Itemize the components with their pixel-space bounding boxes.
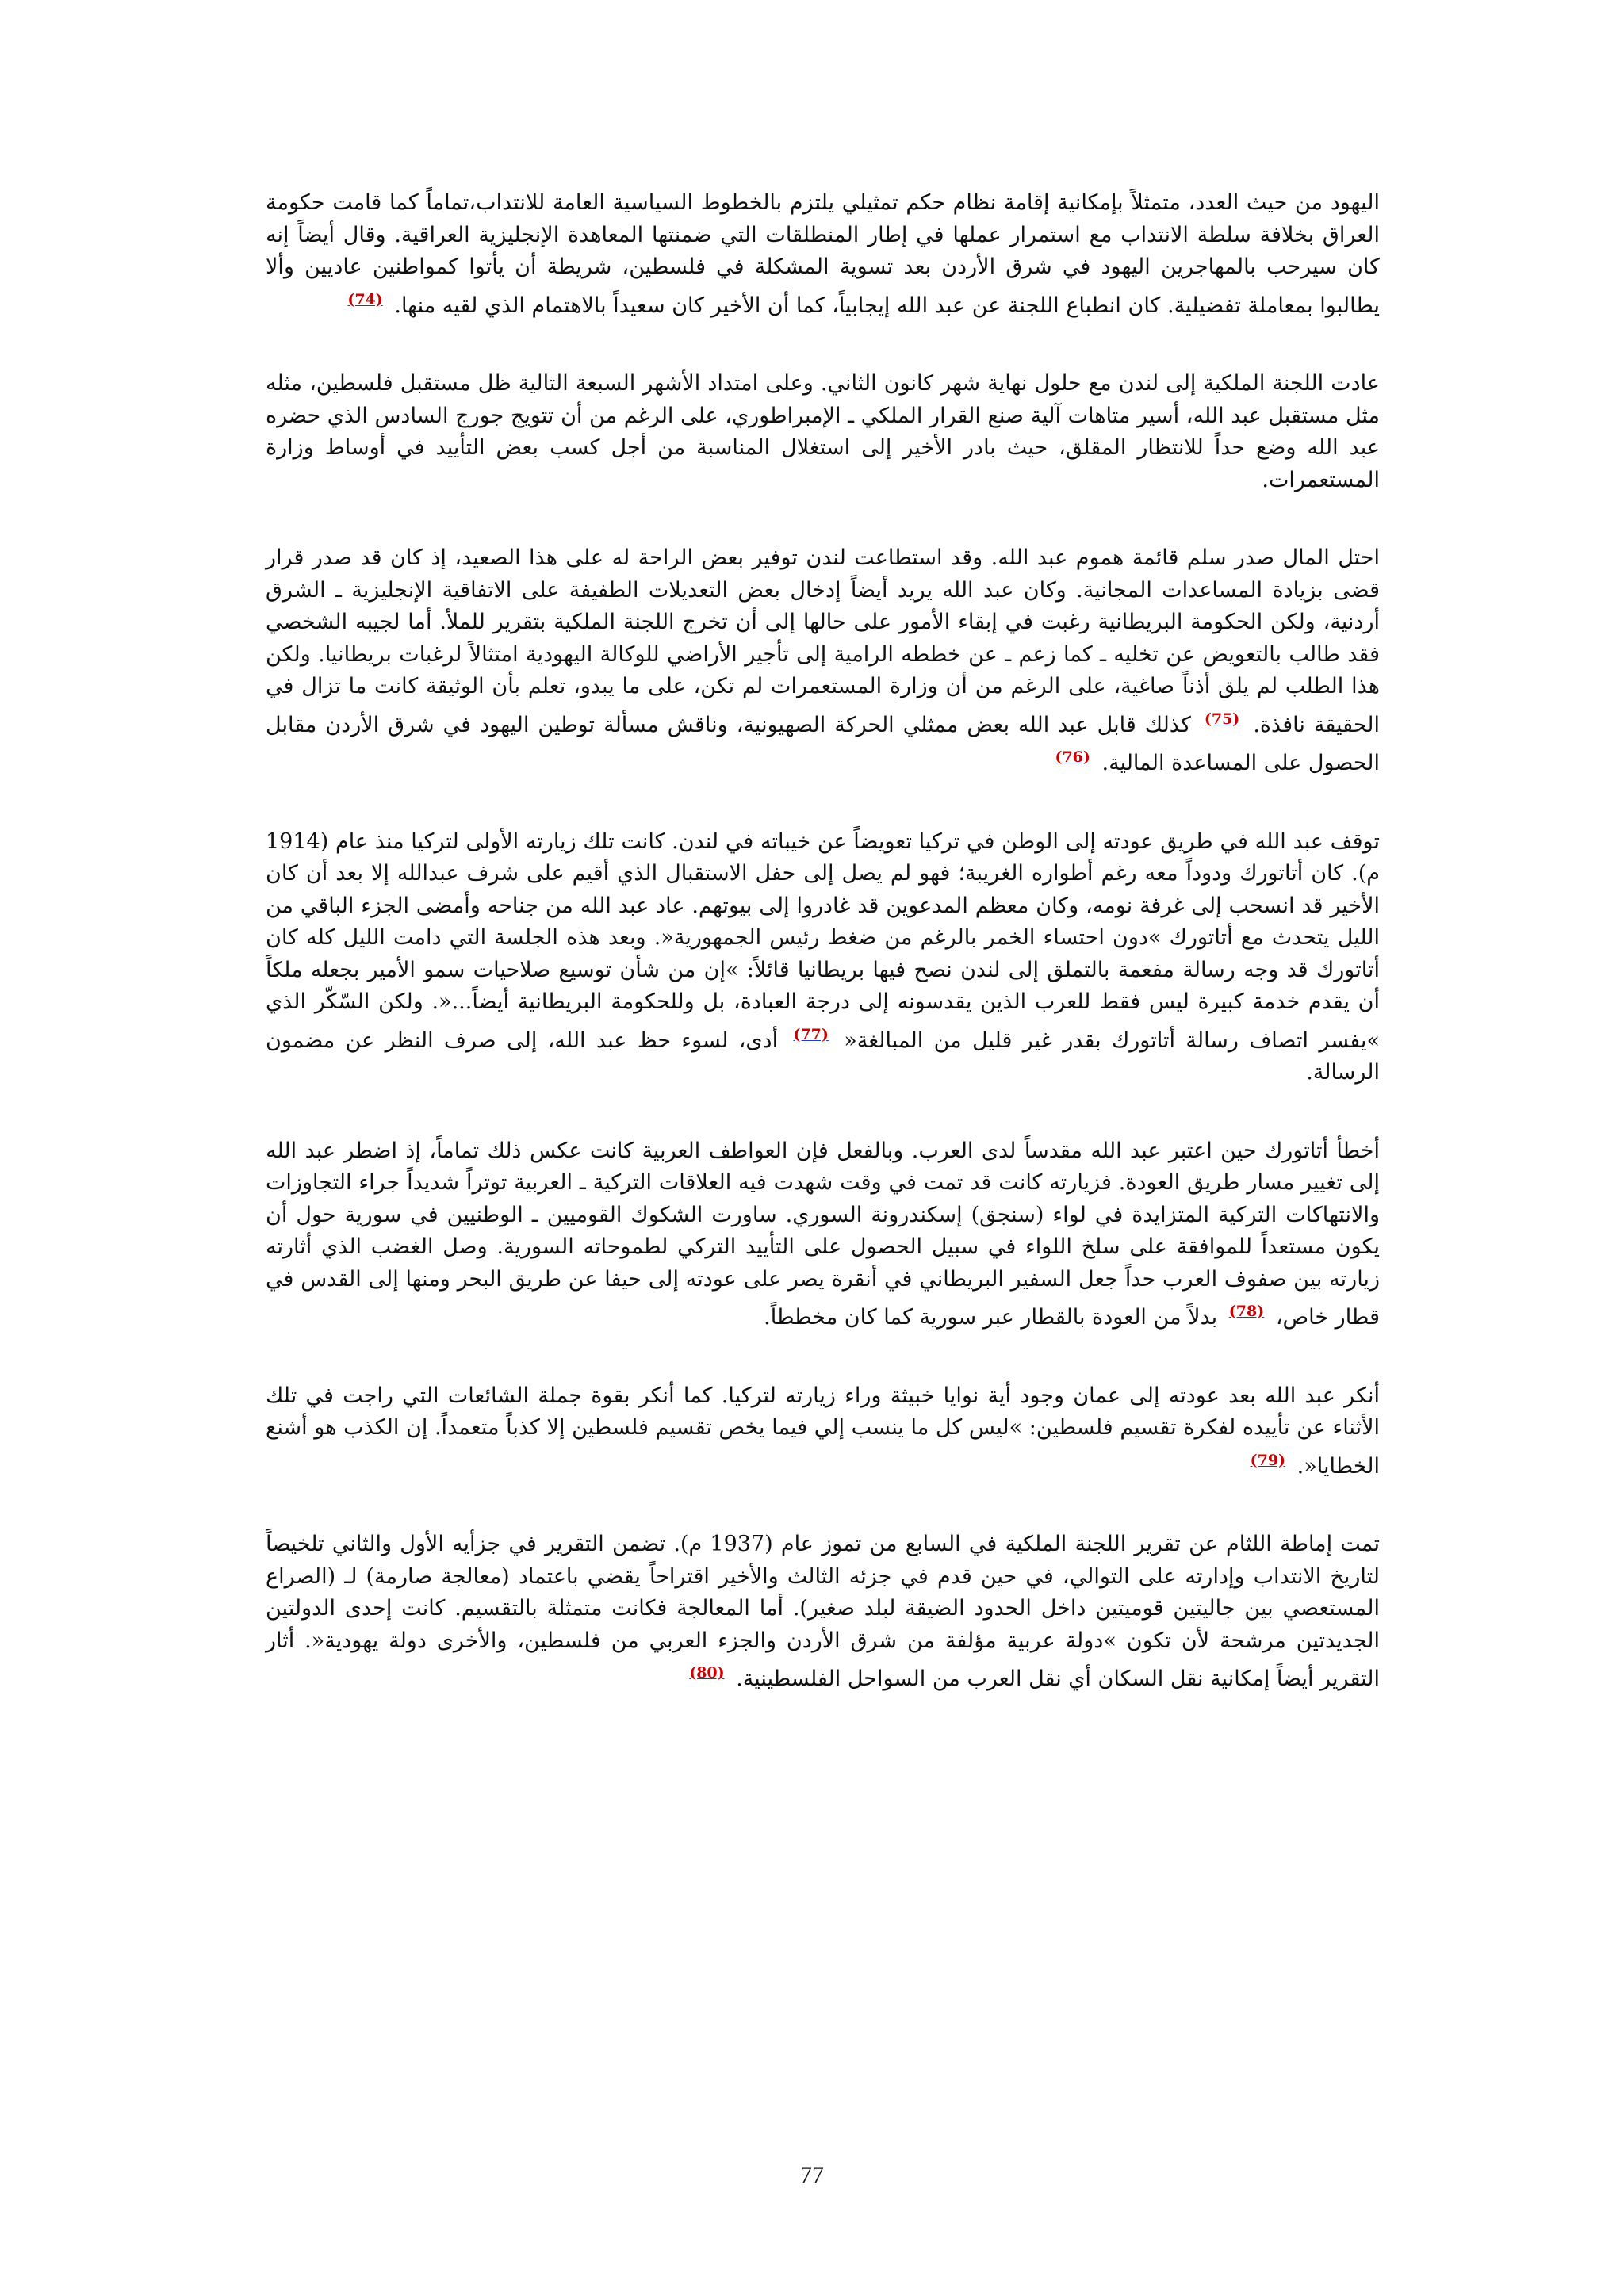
footnote-link-75[interactable]: (75) (1204, 710, 1240, 728)
paragraph-1 (266, 187, 1380, 322)
paragraph-text-tail: بدلاً من العودة بالقطار عبر سورية كما كان مخططاً. (764, 1305, 1218, 1330)
paragraph-3 (266, 542, 1380, 780)
footnote-link-78[interactable]: (78) (1228, 1303, 1265, 1320)
paragraph-text: أخطأ أتاتورك حين اعتبر عبد الله مقدساً لدى العرب. وبالفعل فإن العواطف العربية كانت عكس ذلك تماماً، إذ اضطر عبد الله إلى تغيير مسار طريق العودة. فزيارته كانت قد تمت في وقت شهدت فيه العلاقات التركية ـ العربية توتراً شديداً جراء التجاوزات والانتهاكات التركية المتزايدة في لواء (سنجق) إسكندرونة السوري. ساورت الشكوك القوميين ـ الوطنيين في سورية حول أن يكون مستعداً للموافقة على سلخ اللواء في سبيل الحصول على التأييد التركي لطموحاته السورية. وصل الغضب الذي أثارته زيارته بين صفوف العرب حداً جعل السفير البريطاني في أنقرة يصر على عودته إلى حيفا عن طريق البحر ومنها إلى القدس في قطار خاص، (266, 1138, 1380, 1330)
paragraph-text-tail: كذلك قابل عبد الله بعض ممثلي الحركة الصهيونية، وناقش مسألة توطين اليهود في شرق الأردن مقابل الحصول على المساعدة المالية. (266, 712, 1380, 775)
paragraph-text: احتل المال صدر سلم قائمة هموم عبد الله. وقد استطاعت لندن توفير بعض الراحة له على هذا الصعيد، إذ كان قد صدر قرار قضى بزيادة المساعدات المجانية. وكان عبد الله يريد أيضاً إدخال بعض التعديلات الطفيفة على الاتفاقية الإنجليزية ـ الشرق أردنية، ولكن الحكومة البريطانية رغبت في إبقاء الأمور على حالها إلى أن تخرج اللجنة الملكية بتقرير للملأ. أما لجيبه الشخصي فقد طالب بالتعويض عن تخليه ـ كما زعم ـ عن خططه الرامية إلى تأجير الأراضي للوكالة اليهودية امتثالاً لرغبات بريطانيا. ولكن هذا الطلب لم يلق أذناً صاغية، على الرغم من أن وزارة المستعمرات لم تكن، على ما يبدو، تعلم بأن الوثيقة كانت ما تزال في الحقيقة نافذة. (266, 545, 1380, 737)
document-body (266, 187, 1380, 1742)
footnote-link-77[interactable]: (77) (793, 1025, 829, 1043)
paragraph-text: أنكر عبد الله بعد عودته إلى عمان وجود أية نوايا خبيثة وراء زيارته لتركيا. كما أنكر بقوة جملة الشائعات التي راجت في تلك الأثناء عن تأييده لفكرة تقسيم فلسطين: »ليس كل ما ينسب إلي فيما يخص تقسيم فلسطين إلا كذباً متعمداً. إن الكذب هو أشنع الخطايا«. (266, 1383, 1380, 1479)
paragraph-text: عادت اللجنة الملكية إلى لندن مع حلول نهاية شهر كانون الثاني. وعلى امتداد الأشهر السبعة التالية ظل مستقبل فلسطين، مثله مثل مستقبل عبد الله، أسير متاهات آلية صنع القرار الملكي ـ الإمبراطوري، على الرغم من أن تتويج جورج السادس الذي حضره عبد الله وضع حداً للانتظار المقلق، حيث بادر الأخير إلى استغلال المناسبة من أجل كسب بعض التأييد في أوساط وزارة المستعمرات. (266, 371, 1380, 492)
paragraph-6 (266, 1380, 1380, 1483)
paragraph-text-tail: أدى، لسوء حظ عبد الله، إلى صرف النظر عن مضمون الرسالة. (266, 1027, 1380, 1085)
page-number: 77 (800, 2162, 824, 2188)
footnote-link-74[interactable]: (74) (347, 290, 383, 308)
paragraph-text: اليهود من حيث العدد، متمثلاً بإمكانية إقامة نظام حكم تمثيلي يلتزم بالخطوط السياسية العامة للانتداب،تماماً كما قامت حكومة العراق بخلافة سلطة الانتداب مع استمرار عملها في إطار المنطلقات التي ضمنتها المعاهدة الإنجليزية العراقية. وقال أيضاً إنه كان سيرحب بالمهاجرين اليهود في شرق الأردن بعد تسوية المشكلة في فلسطين، شريطة أن يأتوا كمواطنين عاديين وألا يطالبوا بمعاملة تفضيلية. كان انطباع اللجنة عن عبد الله إيجابياً، كما أن الأخير كان سعيداً بالاهتمام الذي لقيه منها. (266, 190, 1380, 318)
footnote-link-76[interactable]: (76) (1055, 748, 1090, 766)
footnote-link-80[interactable]: (80) (689, 1664, 725, 1682)
footnote-link-79[interactable]: (79) (1250, 1451, 1286, 1469)
paragraph-text: توقف عبد الله في طريق عودته إلى الوطن في تركيا تعويضاً عن خيباته في لندن. كانت تلك زيارته الأولى لتركيا منذ عام (1914 م). كان أتاتورك ودوداً معه رغم أطواره الغريبة؛ فهو لم يصل إلى حفل الاستقبال الذي أقيم على شرف عبدالله إلا بعد أن كان الأخير قد انسحب إلى غرفة نومه، وكان معظم المدعوين قد غادروا إلى بيوتهم. عاد عبد الله من جناحه وأمضى الجزء الباقي من الليل يتحدث مع أتاتورك »دون احتساء الخمر بالرغم من ضغط رئيس الجمهورية«. وبعد هذه الجلسة التي دامت الليل كله كان أتاتورك قد وجه رسالة مفعمة بالتملق إلى لندن نصح فيها بريطانيا قائلاً: »إن من شأن توسيع صلاحيات سمو الأمير بجعله ملكاً أن يقدم خدمة كبيرة ليس فقط للعرب الذين يقدسونه إلى درجة العبادة، بل وللحكومة البريطانية أيضاً...«. ولكن السّكّر الذي »يفسر اتصاف رسالة أتاتورك بقدر غير قليل من المبالغة« (266, 828, 1380, 1053)
paragraph-2 (266, 368, 1380, 496)
paragraph-7 (266, 1529, 1380, 1696)
paragraph-5 (266, 1135, 1380, 1334)
paragraph-text: تمت إماطة اللثام عن تقرير اللجنة الملكية في السابع من تموز عام (1937 م). تضمن التقرير في جزأيه الأول والثاني تلخيصاً لتاريخ الانتداب وإدارته على التوالي، في حين قدم في جزئه الثالث والأخير اقتراحاً يقضي باعتماد (معالجة صارمة) لـ (الصراع المستعصي بين جاليتين قوميتين داخل الحدود الضيقة لبلد صغير). أما المعالجة فكانت متمثلة بالتقسيم. كانت إحدى الدولتين الجديدتين مرشحة لأن تكون »دولة عربية مؤلفة من شرق الأردن والجزء العربي من فلسطين، والأخرى دولة يهودية«. أثار التقرير أيضاً إمكانية نقل السكان أي نقل العرب من السواحل الفلسطينية. (266, 1532, 1380, 1691)
paragraph-4 (266, 826, 1380, 1089)
